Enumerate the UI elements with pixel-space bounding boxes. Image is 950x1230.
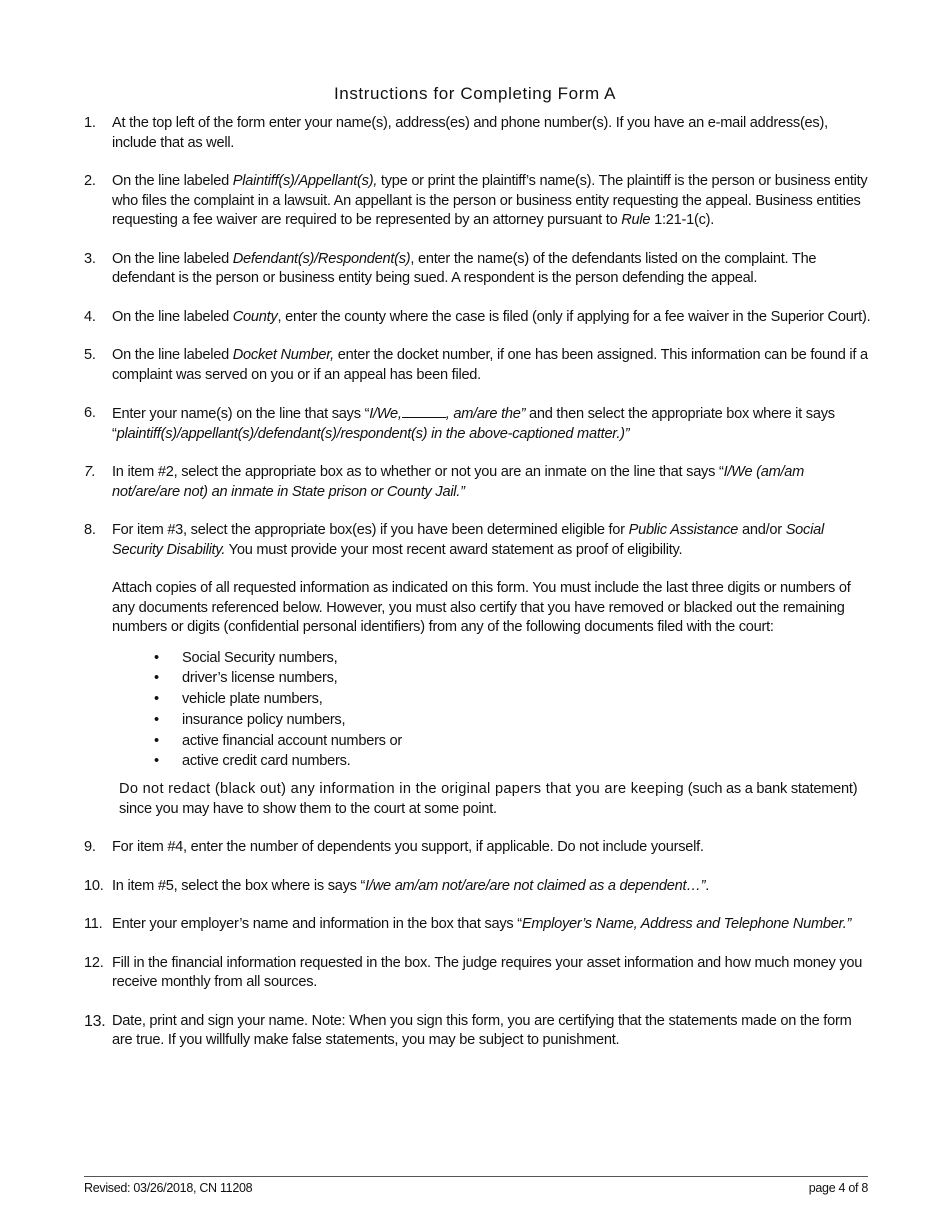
list-item: 8. For item #3, select the appropriate box(es) if you have been determined eligible for Public Assistance and/or Social Security Disability. You must provide your most recent award statement as proof of eligibility. Attach copies of all requested information as indicated on this form. You must include the last three digits or numbers of any documents referenced below. However, you must also certify that you have removed or blacked out the remaining numbers or digits (confidential personal identifiers) from any of the following documents filed with the court: • Social Security numbers, • driver’s license numbers, • vehicle plate numbers, • insurance policy numbers, • active financial account numbers or • active credit card numbers. Do not redact (black out) any information in the original papers that you are keeping (such as a bank statement) since you may have to show them to the court at some point. [84,521,874,819]
identifier-list [112,648,874,773]
item-number: 8. [84,522,96,538]
list-item: 9. For item #4, enter the number of dependents you support, if applicable. Do not include yourself. [84,838,874,858]
list-item: 10. In item #5, select the box where is says “I/we am/am not/are/are not claimed as a dependent…”. [84,877,874,897]
page-title: Instructions for Completing Form A [333,84,617,103]
list-item: • vehicle plate numbers, [154,689,874,710]
list-item: • Social Security numbers, [154,648,874,669]
bullet-icon: • [154,732,159,749]
list-item: 11. Enter your employer’s name and information in the box that says “Employer’s Name, Address and Telephone Number.” [84,915,874,935]
revision-info: Revised: 03/26/2018, CN 11208 [84,1181,253,1195]
list-item: • driver’s license numbers, [154,668,874,689]
item-number: 5. [84,347,96,363]
item-number: 3. [84,250,96,267]
item-number: 7. [84,464,96,480]
list-item: 6. Enter your name(s) on the line that says “I/We, , am/are the” and then select the appropriate box where it says “plaintiff(s)/appellant(s)/defendant(s)/respondent(s) in the above-captioned matter.)” [84,405,835,442]
item-number: 9. [84,839,96,856]
item-number: 6. [84,405,96,421]
item-number: 4. [84,308,96,325]
item-number: 13. [84,1012,106,1030]
list-item: 1. At the top left of the form enter your name(s), address(es) and phone number(s). If you have an e-mail address(es), include that as well. [84,115,828,151]
blank-line [402,404,446,418]
bullet-icon: • [154,649,159,666]
bullet-icon: • [154,691,159,708]
page-number: page 4 of 8 [808,1181,868,1195]
bullet-icon: • [154,711,159,728]
item-number: 10. [84,877,104,894]
bullet-icon: • [154,753,159,770]
list-item: • active credit card numbers. [154,751,874,772]
list-item: 4. On the line labeled County, enter the county where the case is filed (only if applying for a fee waiver in the Superior Court). [84,308,874,328]
list-item: • active financial account numbers or [154,731,874,752]
list-item: 13. Date, print and sign your name. Note: When you sign this form, you are certifying that the statements made on the form are true. If you willfully make false statements, you may be subject to punishment. [84,1012,852,1049]
item-number: 2. [84,173,96,189]
list-item: 7. In item #2, select the appropriate box as to whether or not you are an inmate on the line that says “I/We (am/am not/are/are not) an inmate in State prison or County Jail.” [84,464,805,500]
list-item: 3. On the line labeled Defendant(s)/Respondent(s), enter the name(s) of the defendants listed on the complaint. The defendant is the person or business entity being sued. A respondent is the person defending the appeal. [84,250,817,286]
attachment-instructions: Attach copies of all requested information as indicated on this form. You must include the last three digits or numbers of any documents referenced below. However, you must also certify that you have removed or blacked out the remaining numbers or digits (confidential personal identifiers) from any of the following documents filed with the court: • Social Security numbers, • driver’s license numbers, • vehicle plate numbers, • insurance policy numbers, • active financial account numbers or • active credit card numbers. Do not redact (black out) any information in the original papers that you are keeping (such as a bank statement) since you may have to show them to the court at some point. [112,579,874,819]
item-number: 12. [84,954,104,971]
item-number: 1. [84,115,96,131]
list-item: 2. On the line labeled Plaintiff(s)/Appellant(s), type or print the plaintiff’s name(s). The plaintiff is the person or business entity who files the complaint in a lawsuit. An appellant is the person or business entity requesting the appeal. Business entities requesting a fee waiver are required to be represented by an attorney pursuant to Rule 1:21-1(c). [84,173,868,228]
item-number: 11. [84,916,103,933]
bullet-icon: • [154,670,159,687]
list-item: 5. On the line labeled Docket Number, enter the docket number, if one has been assigned. This information can be found if a complaint was served on you or if an appeal has been filed. [84,347,868,383]
instruction-list [84,114,874,1070]
list-item: • insurance policy numbers, [154,710,874,731]
redaction-note: Do not redact (black out) any information in the original papers that you are keeping (such as a bank statement) since you may have to show them to the court at some point. [119,781,858,817]
page-footer [84,1176,868,1195]
list-item: 12. Fill in the financial information requested in the box. The judge requires your asset information and how much money you receive monthly from all sources. [84,954,863,991]
